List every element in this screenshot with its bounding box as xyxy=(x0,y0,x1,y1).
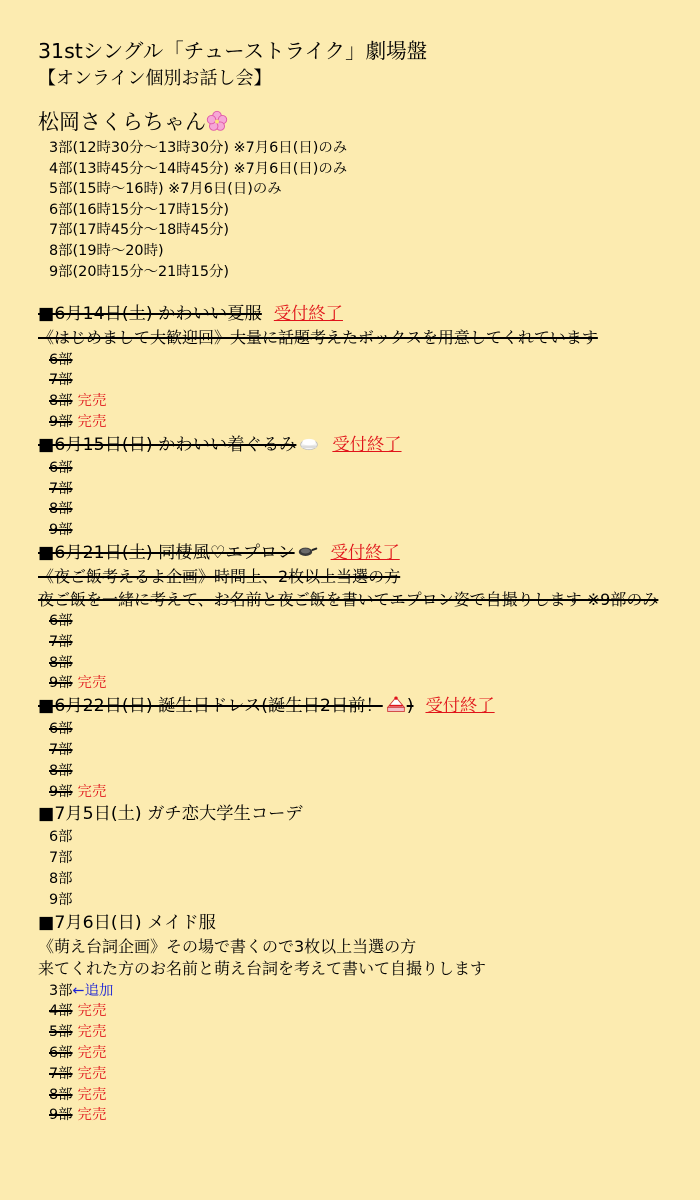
slot-label: 7部 xyxy=(49,850,73,867)
session-date-text: ■6月21日(土) 同棲風♡エプロン xyxy=(38,543,295,564)
page-title: 31stシングル「チューストライク」劇場盤 xyxy=(38,39,428,63)
rice-ball-icon xyxy=(298,433,320,453)
session-day xyxy=(38,433,700,541)
session-date-suffix: ) xyxy=(406,696,414,717)
slot-row xyxy=(49,653,700,674)
slot-row xyxy=(49,479,700,500)
time-slot-list xyxy=(49,138,700,282)
frying-pan-icon xyxy=(297,541,319,561)
member-name: 松岡さくらちゃん xyxy=(38,110,206,134)
slot-row xyxy=(49,499,700,520)
session-date-heading xyxy=(38,802,700,827)
reception-closed-link[interactable]: 受付終了 xyxy=(273,304,343,325)
slot-row xyxy=(49,1043,700,1064)
time-slot-item: 6部(16時15分〜17時15分) xyxy=(49,201,229,218)
page-subtitle: 【オンライン個別お話し会】 xyxy=(38,68,272,89)
slot-label: 7部 xyxy=(49,633,73,650)
session-schedule xyxy=(38,302,700,1126)
slot-row xyxy=(49,827,700,848)
slot-label: 6部 xyxy=(49,721,73,738)
added-note: ←追加 xyxy=(72,982,114,999)
session-date-text: ■6月15日(日) かわいい着ぐるみ xyxy=(38,434,297,455)
slot-label: 8部 xyxy=(49,654,73,671)
time-slot-item: 5部(15時〜16時) ※7月6日(日)のみ xyxy=(49,181,282,198)
slot-row xyxy=(49,1022,700,1043)
slot-row xyxy=(49,673,700,694)
session-day xyxy=(38,694,700,802)
slot-row xyxy=(49,391,700,412)
session-note: 《萌え台詞企画》その場で書くので3枚以上当選の方 xyxy=(38,936,417,956)
slot-label: 6部 xyxy=(49,613,73,630)
session-day xyxy=(38,911,700,1127)
slot-label: 9部 xyxy=(49,891,73,908)
slot-label: 9部 xyxy=(49,522,73,539)
slot-label: 9部 xyxy=(49,1107,73,1124)
session-date-text: ■6月22日(日) 誕生日ドレス(誕生日2日前！ xyxy=(38,696,383,717)
session-date xyxy=(38,543,319,563)
slot-row xyxy=(49,1085,700,1106)
session-date-text: ■6月14日(土) かわいい夏服 xyxy=(38,304,262,325)
slot-label: 9部 xyxy=(49,675,73,692)
session-date-heading xyxy=(38,541,700,566)
session-date xyxy=(38,804,303,824)
slot-label: 6部 xyxy=(49,351,73,368)
session-date-text: ■7月5日(土) ガチ恋大学生コーデ xyxy=(38,804,303,825)
slot-label: 8部 xyxy=(49,1086,73,1103)
slot-row xyxy=(49,1064,700,1085)
session-date-heading xyxy=(38,911,700,936)
session-note: 《はじめまして大歓迎回》大量に話題考えたボックスを用意してくれています xyxy=(38,328,598,348)
slot-row xyxy=(49,740,700,761)
slot-label: 9部 xyxy=(49,414,73,431)
slot-row xyxy=(49,1001,700,1022)
session-date-heading xyxy=(38,433,700,458)
slot-row xyxy=(49,370,700,391)
slot-label: 6部 xyxy=(49,459,73,476)
slot-row xyxy=(49,890,700,911)
session-date xyxy=(38,696,413,716)
slot-label: 8部 xyxy=(49,762,73,779)
session-date-text: ■7月6日(日) メイド服 xyxy=(38,912,216,933)
sold-out-badge: 完売 xyxy=(77,1024,107,1041)
reception-closed-link[interactable]: 受付終了 xyxy=(332,434,402,455)
slot-label: 9部 xyxy=(49,783,73,800)
slot-label: 8部 xyxy=(49,393,73,410)
session-date xyxy=(38,304,262,324)
slot-row xyxy=(49,458,700,479)
member-heading xyxy=(38,106,700,138)
slot-label: 5部 xyxy=(49,1024,73,1041)
slot-row xyxy=(49,719,700,740)
sold-out-badge: 完売 xyxy=(77,414,107,431)
time-slot-item: 3部(12時30分〜13時30分) ※7月6日(日)のみ xyxy=(49,140,348,156)
slot-row xyxy=(49,350,700,371)
cake-icon xyxy=(385,694,407,714)
slot-row xyxy=(49,611,700,632)
time-slot-item: 9部(20時15分〜21時15分) xyxy=(49,263,229,280)
sold-out-badge: 完売 xyxy=(77,675,107,692)
time-slot-item: 4部(13時45分〜14時45分) ※7月6日(日)のみ xyxy=(49,160,348,177)
session-note: 来てくれた方のお名前と萌え台詞を考えて書いて自撮りします xyxy=(38,959,487,979)
session-date-heading xyxy=(38,694,700,719)
sold-out-badge: 完売 xyxy=(77,1086,107,1103)
time-slot-item: 7部(17時45分〜18時45分) xyxy=(49,222,229,239)
slot-row xyxy=(49,761,700,782)
slot-row xyxy=(49,869,700,890)
slot-label: 3部 xyxy=(49,982,73,999)
session-date-heading xyxy=(38,302,700,327)
reception-closed-link[interactable]: 受付終了 xyxy=(425,696,495,717)
slot-label: 6部 xyxy=(49,829,73,846)
sold-out-badge: 完売 xyxy=(77,1107,107,1124)
slot-row xyxy=(49,520,700,541)
slot-row xyxy=(49,981,700,1002)
sold-out-badge: 完売 xyxy=(77,1044,107,1061)
sold-out-badge: 完売 xyxy=(77,783,107,800)
slot-label: 8部 xyxy=(49,501,73,518)
sold-out-badge: 完売 xyxy=(77,1065,107,1082)
slot-label: 7部 xyxy=(49,742,73,759)
slot-row xyxy=(49,412,700,433)
slot-row xyxy=(49,782,700,803)
slot-label: 6部 xyxy=(49,1044,73,1061)
slot-row xyxy=(49,848,700,869)
slot-row xyxy=(49,1105,700,1126)
slot-label: 8部 xyxy=(49,871,73,887)
sold-out-badge: 完売 xyxy=(77,1003,107,1020)
session-day xyxy=(38,802,700,910)
slot-label: 7部 xyxy=(49,480,73,497)
slot-label: 7部 xyxy=(49,1065,73,1082)
sold-out-badge: 完売 xyxy=(77,393,107,410)
reception-closed-link[interactable]: 受付終了 xyxy=(330,543,400,564)
session-note: 夜ご飯を一緒に考えて、お名前と夜ご飯を書いてエプロン姿で自撮りします ※9部のみ xyxy=(38,589,659,609)
session-day xyxy=(38,302,700,433)
slot-label: 7部 xyxy=(49,372,73,389)
session-date xyxy=(38,435,320,455)
slot-row xyxy=(49,632,700,653)
cherry-blossom-icon xyxy=(206,110,228,132)
session-date xyxy=(38,913,216,933)
session-day xyxy=(38,541,700,694)
slot-label: 4部 xyxy=(49,1003,73,1020)
time-slot-item: 8部(19時〜20時) xyxy=(49,242,164,259)
session-note: 《夜ご飯考えるよ企画》時間上、2枚以上当選の方 xyxy=(38,567,401,587)
